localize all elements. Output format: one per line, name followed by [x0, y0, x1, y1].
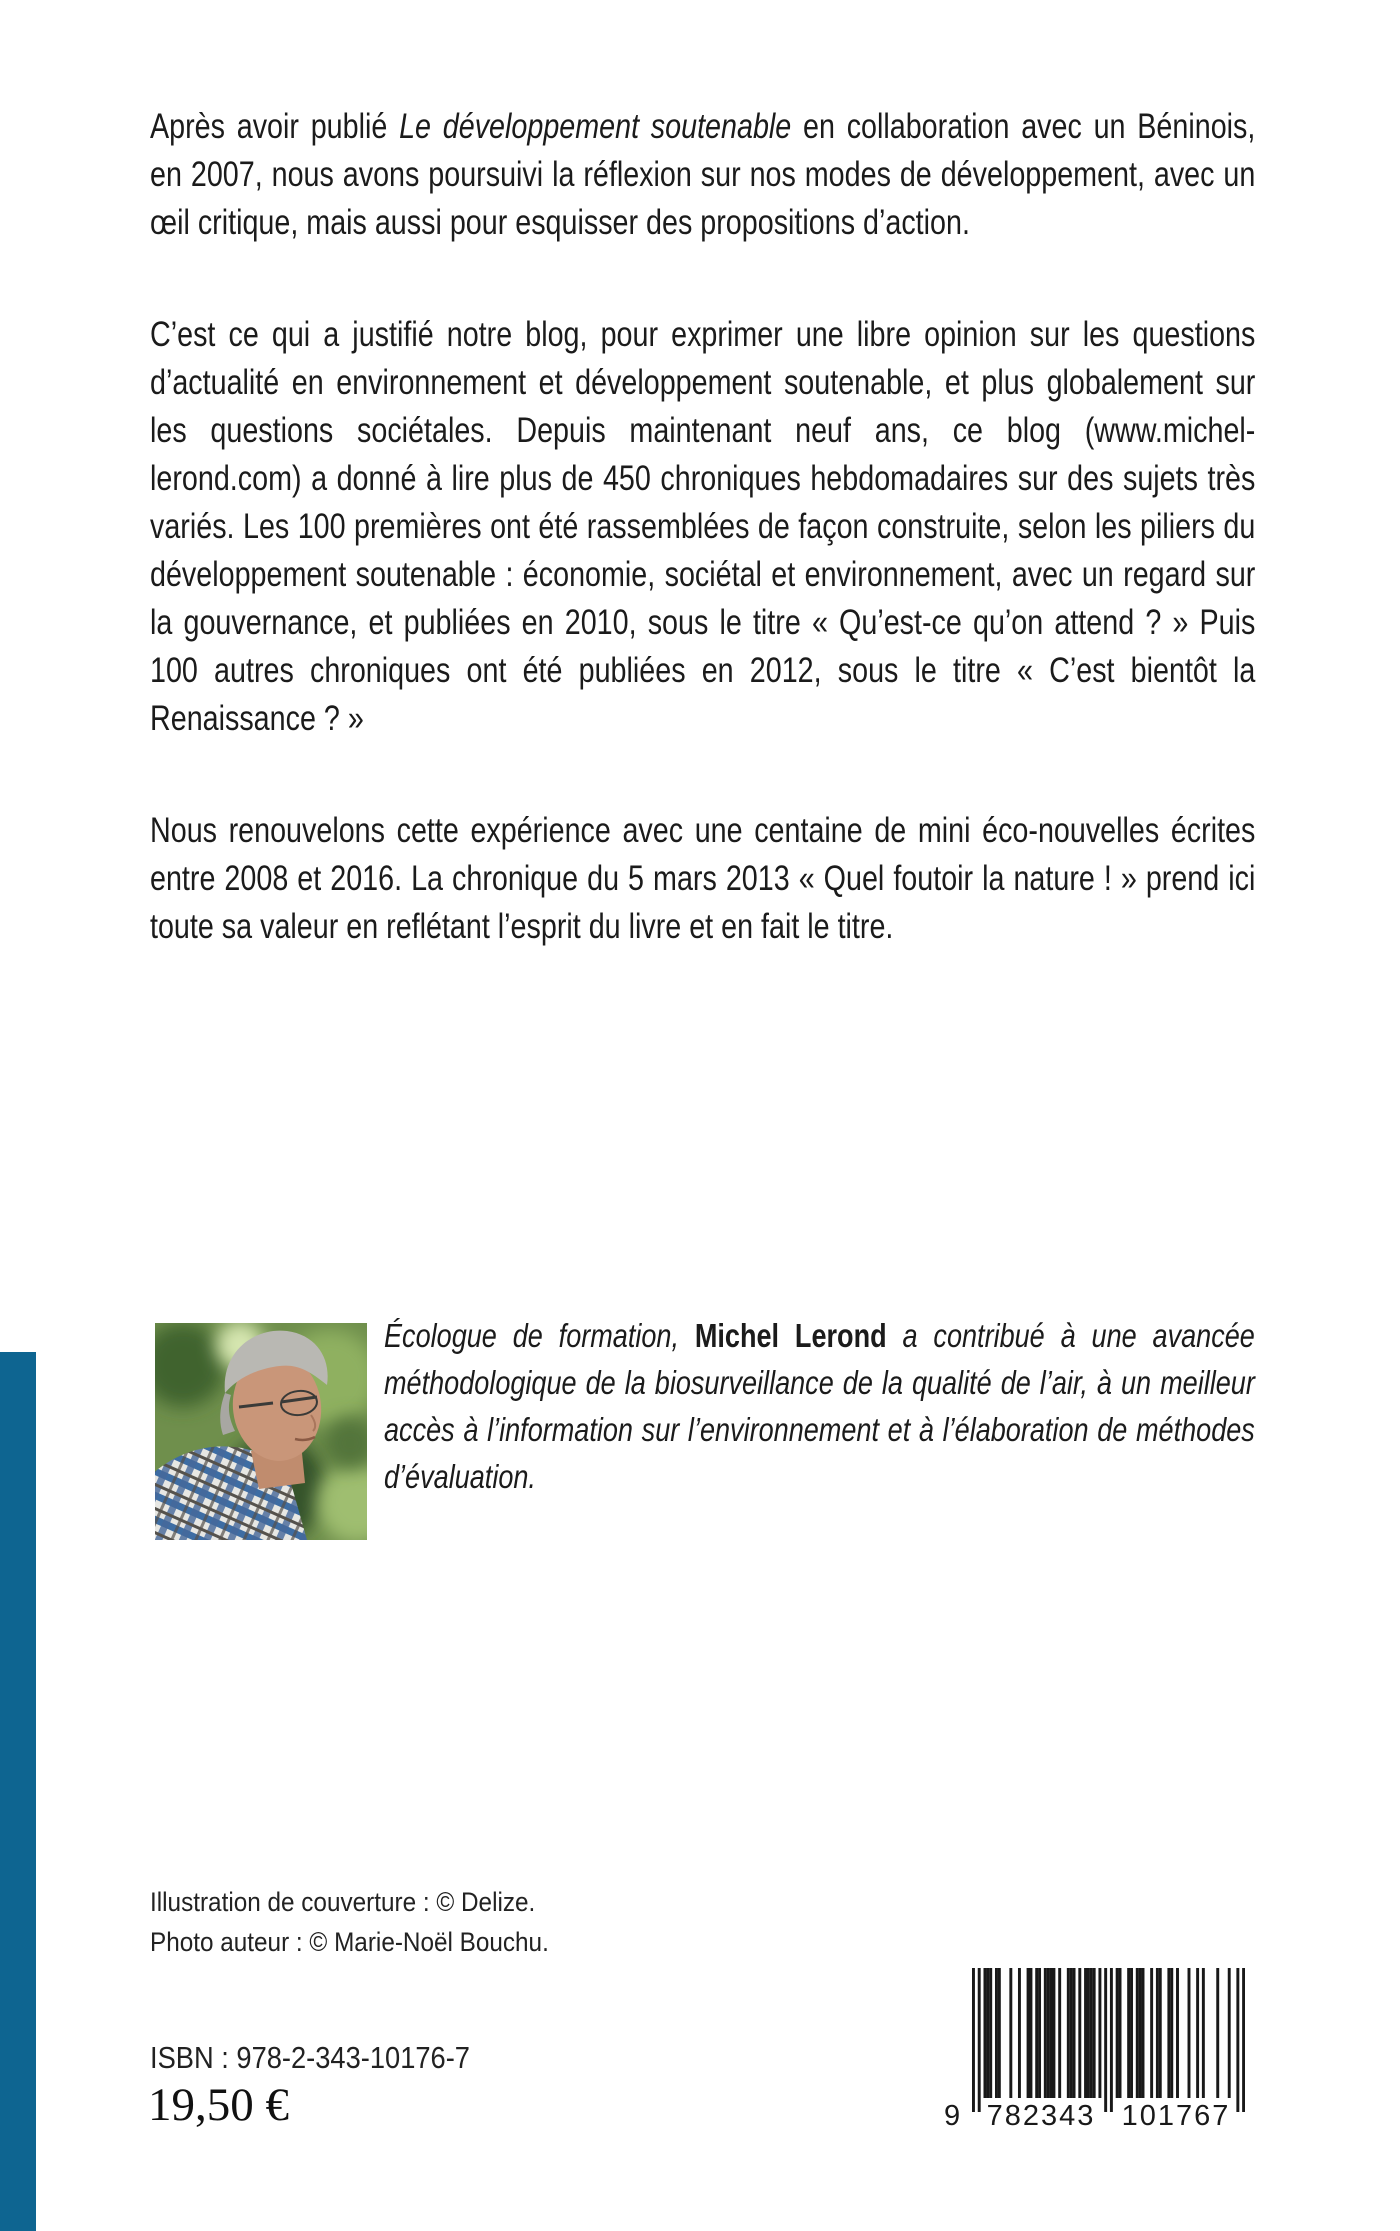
spine-stripe — [0, 1352, 36, 2231]
barcode — [944, 1968, 1245, 2132]
synopsis-paragraph-3: Nous renouvelons cette expérience avec une centaine de mini éco-nouvelles écrites entre 2008 et 2016. La chronique du 5 mars 2013 « Quel foutoir la nature ! » prend ici toute sa valeur en reflétant l’esprit du livre et en fait le titre. — [150, 811, 1256, 946]
author-name: Michel Lerond — [694, 1317, 887, 1354]
barcode-digit-group-3: 101767 — [1121, 2100, 1231, 2132]
synopsis-p1-run1: Après avoir publié — [150, 107, 400, 146]
synopsis-p1-run2: en collaboration avec un Béninois, en 2007, nous avons poursuivi la réflexion sur nos modes de développement, avec un œil critique, mais aussi pour esquisser des propositions d’action. — [150, 107, 1256, 242]
bio-run1: Écologue de formation, — [384, 1317, 695, 1354]
barcode-number — [944, 2100, 1245, 2136]
bio-run2: a contribué à une avancée méthodologique de la biosurveillance de la qualité de l’air, à un meilleur accès à l’information sur l’environnement et à l’élaboration de méthodes d’évaluation. — [384, 1317, 1255, 1495]
barcode-digit-group-1: 9 — [944, 2100, 961, 2132]
author-photo — [155, 1323, 367, 1540]
credit-illustration: Illustration de couverture : © Delize. — [150, 1887, 536, 1917]
credit-photo-author: Photo auteur : © Marie-Noël Bouchu. — [150, 1927, 549, 1957]
price-text: 19,50 € — [148, 2079, 289, 2131]
author-bio — [384, 1312, 1255, 1500]
barcode-bars — [972, 1968, 1245, 2112]
credits — [150, 1882, 549, 1962]
isbn-text: ISBN : 978-2-343-10176-7 — [150, 2040, 470, 2075]
barcode-digit-group-2: 782343 — [986, 2100, 1096, 2132]
synopsis-paragraph-1 — [150, 103, 1255, 247]
synopsis-text — [150, 103, 1255, 951]
book-title-mention: Le développement soutenable — [399, 107, 792, 146]
synopsis-paragraph-2: C’est ce qui a justifié notre blog, pour exprimer une libre opinion sur les questions d’actualité en environnement et développement soutenable, et plus globalement sur les questions sociétales. Depuis maintenant neuf ans, ce blog (www.michel-lerond.com) a donné à lire plus de 450 chroniques hebdomadaires sur des sujets très variés. Les 100 premières ont été rassemblées de façon construite, selon les piliers du développement soutenable : économie, sociétal et environnement, avec un regard sur la gouvernance, et publiées en 2010, sous le titre « Qu’est-ce qu’on attend ? » Puis 100 autres chroniques ont été publiées en 2012, sous le titre « C’est bientôt la Renaissance ? » — [150, 315, 1256, 738]
